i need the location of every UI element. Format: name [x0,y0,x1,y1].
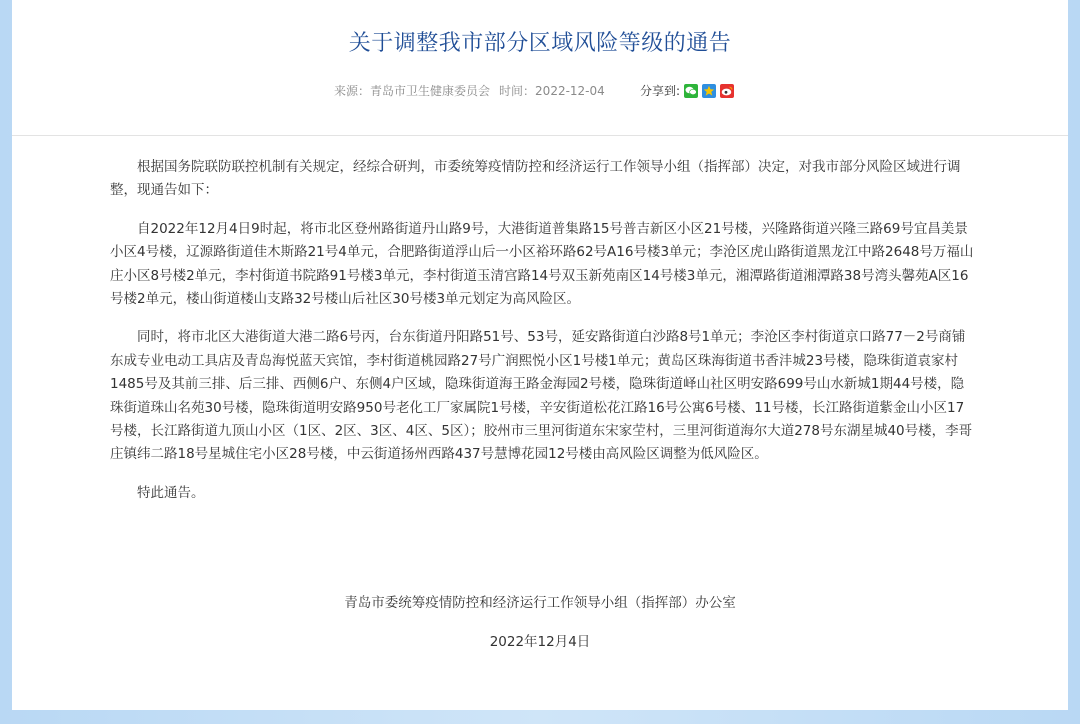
source-label: 来源： [334,84,371,98]
article-card [12,0,1068,710]
page-title: 关于调整我市部分区域风险等级的通告 [348,31,732,56]
source-name: 青岛市卫生健康委员会 [370,84,491,98]
weibo-icon[interactable] [720,84,734,98]
signature-org: 青岛市委统筹疫情防控和经济运行工作领导小组（指挥部）办公室 [344,595,736,611]
article-meta [334,82,605,99]
article-body [110,156,974,520]
publish-date: 2022-12-04 [535,83,605,98]
paragraph-closing: 特此通告。 [137,484,205,501]
paragraph-low-risk: 同时，将市北区大港街道大港二路6号丙，台东街道丹阳路51号、53号，延安路街道白沙路8号1单元；李沧区李村街道京口路77－2号商铺东成专业电动工具店及青岛海悦蓝天宾馆，李村街道桃园路27号广润熙悦小区1号楼1单元；黄岛区珠海街道书香沣城23号楼，隐珠街道袁家村1485号及其前三排、后三排、西侧6户、东侧4户区域，隐珠街道海王路金海园2号楼，隐珠街道峄山社区明安路699号山水新城1期44号楼，隐珠街道珠山名苑30号楼，隐珠街道明安路950号老化工厂家属院1号楼，辛安街道松花江路16号公寓6号楼、11号楼，长江路街道紫金山小区17号楼，长江路街道九顶山小区（1区、2区、3区、4区、5区）；胶州市三里河街道东宋家茔村，三里河街道海尔大道278号东湖星城40号楼，李哥庄镇纬二路18号星城住宅小区28号楼，中云街道扬州西路437号慧博花园12号楼由高风险区调整为低风险区。 [110,329,973,463]
wechat-icon[interactable] [684,84,698,98]
signature-date: 2022年12月4日 [489,634,591,650]
paragraph-high-risk: 自2022年12月4日9时起，将市北区登州路街道丹山路9号，大港街道普集路15号普吉新区小区21号楼，兴隆路街道兴隆三路69号宜昌美景小区4号楼，辽源路街道佳木斯路21号4单元，合肥路街道浮山后一小区裕环路62号A16号楼3单元；李沧区虎山路街道黑龙江中路2648号万福山庄小区8号楼2单元，李村街道书院路91号楼3单元，李村街道玉清宫路14号双玉新苑南区14号楼3单元，湘潭路街道湘潭路38号湾头馨苑A区16号楼2单元，楼山街道楼山支路32号楼山后社区30号楼3单元划定为高风险区。 [110,220,974,308]
share-label: 分享到: [640,84,681,98]
share-bar [640,82,738,99]
qzone-icon[interactable] [702,84,716,98]
paragraph-intro: 根据国务院联防联控机制有关规定，经综合研判，市委统筹疫情防控和经济运行工作领导小组（指挥部）决定，对我市部分风险区域进行调整，现通告如下： [110,159,961,199]
header-divider [12,135,1068,136]
time-label: 时间： [499,84,536,98]
